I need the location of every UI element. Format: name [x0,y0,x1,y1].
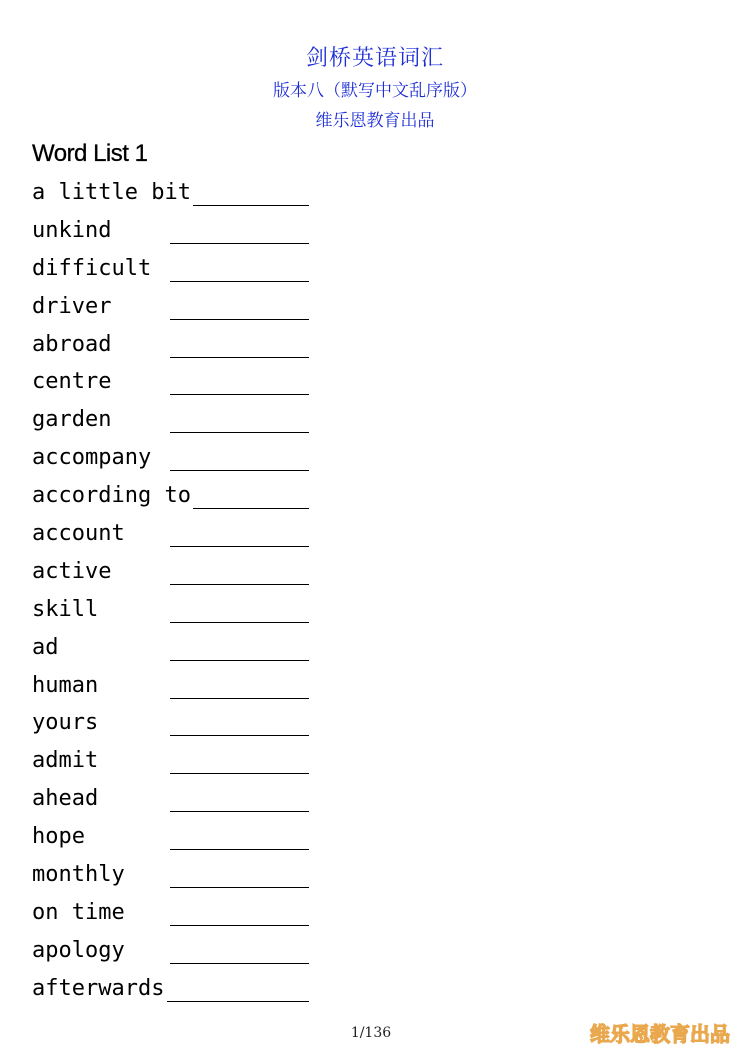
english-word: hope [32,824,85,850]
answer-blank [170,811,309,812]
english-word: difficult [32,255,152,281]
english-word: yours [32,710,99,736]
english-word: ad [32,634,59,660]
english-word: active [32,558,112,584]
word-row [32,517,322,555]
english-word: unkind [32,217,112,243]
word-row [32,403,322,441]
word-row [32,290,322,328]
document-title: 剑桥英语词汇 [305,46,444,71]
word-row [32,252,322,290]
word-row [32,555,322,593]
word-row [32,744,322,782]
english-word: apology [32,937,125,963]
document-subtitle: 版本八（默写中文乱序版） [273,81,477,101]
answer-blank [170,584,309,585]
english-word: a little bit [32,180,191,205]
answer-blank [170,319,309,320]
answer-blank [170,243,309,244]
answer-blank [170,281,309,282]
english-word: abroad [32,331,112,357]
answer-blank [170,394,309,395]
answer-blank [193,205,309,206]
english-word: human [32,672,99,698]
english-word: skill [32,596,99,622]
english-word: accompany [32,445,152,471]
answer-blank [170,698,309,699]
word-row [32,669,322,707]
publisher-line: 维乐恩教育出品 [315,111,435,131]
answer-blank [170,963,309,964]
answer-blank [193,508,309,509]
english-word: account [32,521,125,547]
word-row [32,631,322,669]
word-row [32,820,322,858]
answer-blank [170,735,309,736]
english-word: on time [32,899,125,925]
document-header [0,42,750,136]
english-word: garden [32,407,112,433]
answer-blank [170,470,309,471]
word-row [32,593,322,631]
english-word: admit [32,748,99,774]
answer-blank [170,925,309,926]
answer-blank [170,546,309,547]
page-number: 1/136 [350,1025,392,1041]
word-row [32,706,322,744]
watermark-logo: 维乐恩教育出品 [590,1022,730,1046]
answer-blank [170,660,309,661]
answer-blank [170,432,309,433]
word-row [32,479,322,517]
word-row [32,365,322,403]
word-row [32,972,322,1010]
word-row [32,214,322,252]
answer-blank [170,773,309,774]
answer-blank [170,357,309,358]
answer-blank [170,849,309,850]
word-row [32,328,322,366]
answer-blank [167,1001,309,1002]
answer-blank [170,622,309,623]
word-list [32,176,322,1010]
word-row [32,176,322,214]
english-word: ahead [32,786,99,812]
english-word: centre [32,369,112,395]
answer-blank [170,887,309,888]
word-row [32,782,322,820]
word-row [32,441,322,479]
english-word: monthly [32,862,125,888]
word-list-heading: Word List 1 [32,140,148,167]
word-row [32,858,322,896]
english-word: afterwards [32,975,165,1001]
word-row [32,934,322,972]
english-word: according to [32,483,191,509]
word-row [32,896,322,934]
english-word: driver [32,293,112,319]
